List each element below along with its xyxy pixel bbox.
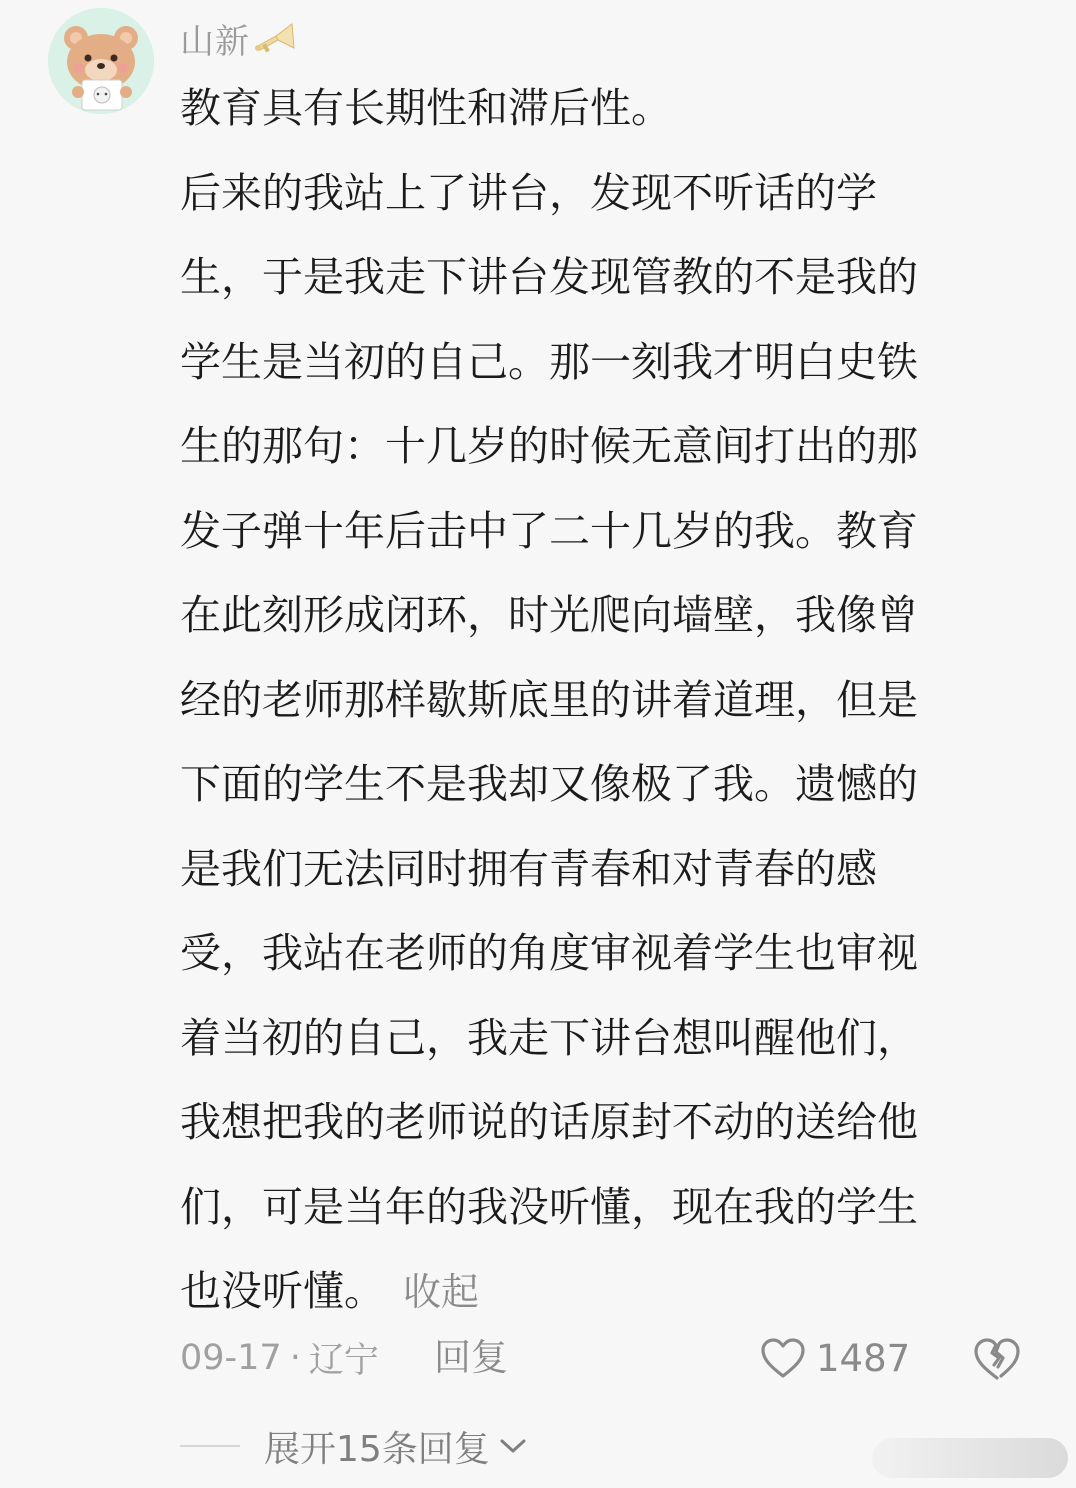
comment-line: 们，可是当年的我没听懂，现在我的学生 bbox=[180, 1182, 918, 1231]
comment-line: 教育具有长期性和滞后性。 bbox=[180, 84, 672, 132]
collapse-link[interactable]: 收起 bbox=[403, 1270, 480, 1314]
username-row bbox=[180, 10, 298, 66]
expand-replies-button[interactable] bbox=[180, 1418, 528, 1474]
comment-line-text: 也没听懂。 bbox=[180, 1267, 385, 1315]
username[interactable]: 山新 bbox=[180, 21, 250, 62]
avatar[interactable] bbox=[48, 8, 154, 114]
comment-line: 生，于是我走下讲台发现管教的不是我的 bbox=[180, 253, 918, 301]
comment-line: 是我们无法同时拥有青春和对青春的感 bbox=[180, 844, 877, 893]
divider bbox=[180, 1445, 240, 1447]
comment-line: 下面的学生不是我却又像极了我。遗憾的 bbox=[180, 760, 918, 808]
comment-line: 后来的我站上了讲台，发现不听话的学 bbox=[180, 168, 877, 217]
trumpet-icon bbox=[252, 18, 298, 58]
comment-line: 经的老师那样歇斯底里的讲着道理，但是 bbox=[180, 675, 918, 724]
meta-separator: · bbox=[289, 1338, 301, 1378]
comment-line-last bbox=[180, 1249, 1000, 1335]
comment-text bbox=[180, 66, 1000, 1335]
comment-meta bbox=[180, 1330, 1040, 1386]
comment-line: 在此刻形成闭环，时光爬向墙壁，我像曾 bbox=[180, 591, 918, 639]
broken-heart-icon[interactable] bbox=[972, 1334, 1022, 1384]
comment-line: 学生是当初的自己。那一刻我才明白史铁 bbox=[180, 337, 918, 386]
comment-line: 着当初的自己，我走下讲台想叫醒他们， bbox=[180, 1013, 918, 1062]
expand-replies-label: 展开15条回复 bbox=[264, 1428, 490, 1470]
watermark bbox=[872, 1438, 1068, 1478]
comment-line: 我想把我的老师说的话原封不动的送给他 bbox=[180, 1098, 918, 1146]
reply-button[interactable]: 回复 bbox=[434, 1336, 508, 1379]
comment-date: 09-17 bbox=[180, 1338, 282, 1378]
chevron-down-icon bbox=[498, 1435, 528, 1457]
like-count: 1487 bbox=[816, 1336, 911, 1380]
comment-location: 辽宁 bbox=[308, 1341, 379, 1381]
comment-line: 发子弹十年后击中了二十几岁的我。教育 bbox=[180, 506, 918, 555]
comment-line: 受，我站在老师的角度审视着学生也审视 bbox=[180, 929, 918, 977]
comment-line: 生的那句：十几岁的时候无意间打出的那 bbox=[180, 422, 918, 470]
bear-avatar-icon bbox=[48, 8, 154, 114]
like-button[interactable] bbox=[760, 1330, 910, 1386]
heart-icon bbox=[760, 1337, 806, 1379]
